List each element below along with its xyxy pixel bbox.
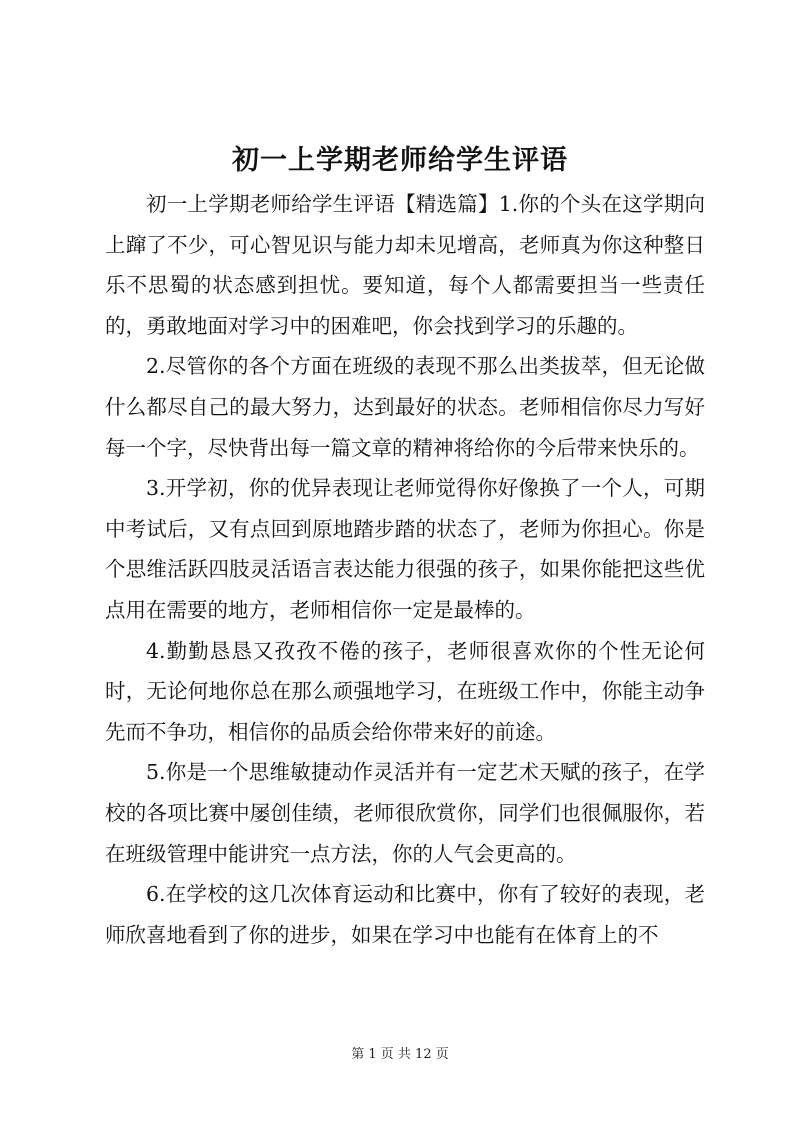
paragraph-1: 初一上学期老师给学生评语【精选篇】1.你的个头在这学期向上蹿了不少，可心智见识与能力却未见增高，老师真为你这种整日乐不思蜀的状态感到担忧。要知道，每个人都需要担当一些责任的，勇敢地面对学习中的困难吧，你会找到学习的乐趣的。	[105, 192, 705, 338]
page-title: 初一上学期老师给学生评语	[232, 145, 568, 176]
paragraph-2: 2.尽管你的各个方面在班级的表现不那么出类拔萃，但无论做什么都尽自己的最大努力，达到最好的状态。老师相信你尽力写好每一个字，尽快背出每一篇文章的精神将给你的今后带来快乐的。	[105, 354, 705, 460]
document-body	[105, 184, 705, 955]
paragraph-3: 3.开学初，你的优异表现让老师觉得你好像换了一个人，可期中考试后，又有点回到原地踏步踏的状态了，老师为你担心。你是个思维活跃四肢灵活语言表达能力很强的孩子，如果你能把这些优点用在需要的地方，老师相信你一定是最棒的。	[105, 476, 705, 622]
paragraph-5: 5.你是一个思维敏捷动作灵活并有一定艺术天赋的孩子，在学校的各项比赛中屡创佳绩，老师很欣赏你，同学们也很佩服你，若在班级管理中能讲究一点方法，你的人气会更高的。	[105, 760, 705, 866]
paragraph-6: 6.在学校的这几次体育运动和比赛中，你有了较好的表现，老师欣喜地看到了你的进步，如果在学习中也能有在体育上的不	[105, 882, 705, 947]
paragraph-4: 4.勤勤恳恳又孜孜不倦的孩子，老师很喜欢你的个性无论何时，无论何地你总在那么顽强地学习，在班级工作中，你能主动争先而不争功，相信你的品质会给你带来好的前途。	[105, 638, 705, 744]
page-footer: 第 1 页 共 12 页	[351, 1047, 449, 1062]
